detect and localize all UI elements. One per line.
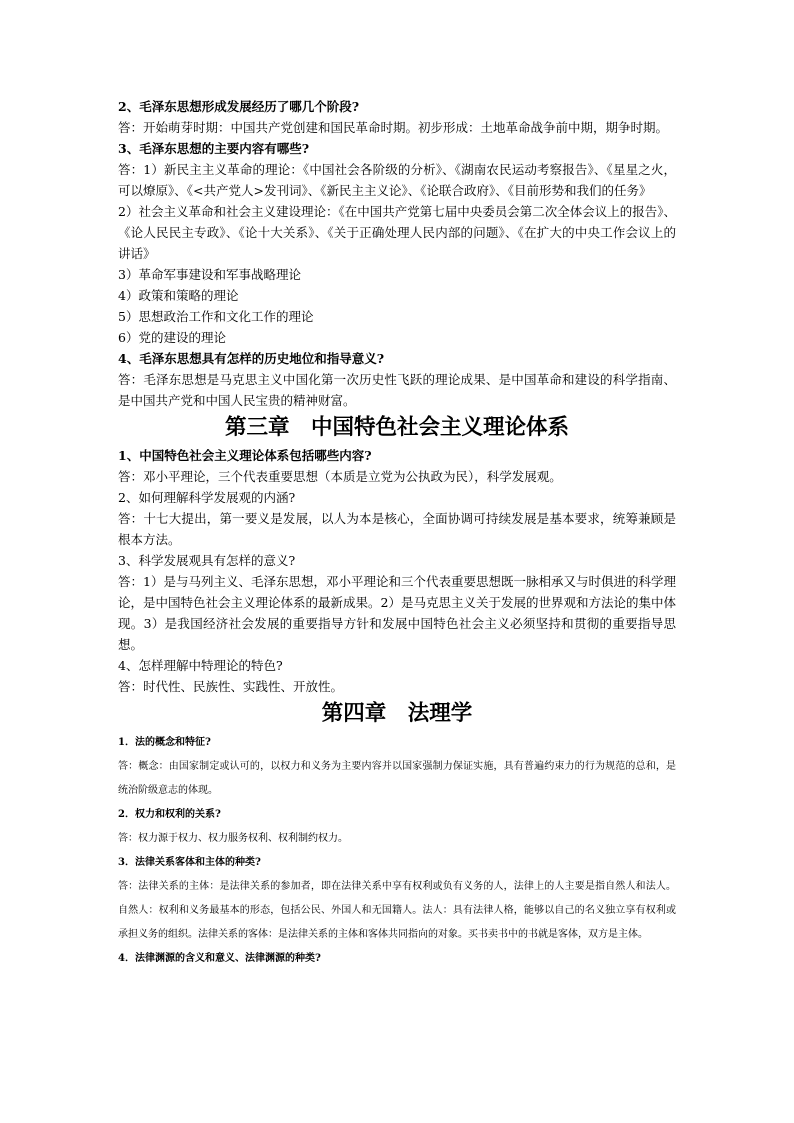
answer-4: 答：毛泽东思想是马克思主义中国化第一次历史性飞跃的理论成果、是中国革命和建设的科学指南、是中国共产党和中国人民宝贵的精神财富。 <box>118 372 676 408</box>
answer-2: 答：开始萌芽时期：中国共产党创建和国民革命时期。初步形成：土地革命战争前中期，期争时期。 <box>118 120 669 135</box>
ch4-question-2: 2．权力和权利的关系? <box>118 809 221 820</box>
answer-3-item-5: 5）思想政治工作和文化工作的理论 <box>118 309 314 324</box>
chapter-3-title: 第三章 中国特色社会主义理论体系 <box>224 415 569 440</box>
ch3-question-3: 3、科学发展观具有怎样的意义? <box>118 553 296 568</box>
ch3-question-1: 1、中国特色社会主义理论体系包括哪些内容? <box>118 448 372 463</box>
ch4-answer-2: 答：权力源于权力、权力服务权利、权利制约权力。 <box>118 833 348 844</box>
ch3-question-2: 2、如何理解科学发展观的内涵? <box>118 490 296 505</box>
ch3-answer-3: 答：1）是与马列主义、毛泽东思想，邓小平理论和三个代表重要思想既一脉相承又与时俱进的科学理论，是中国特色社会主义理论体系的最新成果。2）是马克思主义关于发展的世界观和方法论的集中体现。3）是我国经济社会发展的重要指导方针和发展中国特色社会主义必须坚持和贯彻的重要指导思想。 <box>118 574 676 652</box>
chapter-4-title: 第四章 法理学 <box>321 701 473 726</box>
ch3-answer-1: 答：邓小平理论，三个代表重要思想（本质是立党为公执政为民），科学发展观。 <box>118 469 562 484</box>
question-2: 2、毛泽东思想形成发展经历了哪几个阶段? <box>118 99 360 114</box>
question-4: 4、毛泽东思想具有怎样的历史地位和指导意义? <box>118 351 385 366</box>
answer-3-item-2: 2）社会主义革命和社会主义建设理论：《在中国共产党第七届中央委员会第二次全体会议上的报告》、《论人民民主专政》、《论十大关系》、《关于正确处理人民内部的问题》、《在扩大的中央工作会议上的讲话》 <box>118 204 676 261</box>
ch4-question-1: 1．法的概念和特征? <box>118 737 211 748</box>
ch4-question-3: 3．法律关系客体和主体的种类? <box>118 857 261 868</box>
answer-3-item-3: 3）革命军事建设和军事战略理论 <box>118 267 301 282</box>
ch3-question-4: 4、怎样理解中特理论的特色? <box>118 658 283 673</box>
answer-3-item-4: 4）政策和策略的理论 <box>118 288 239 303</box>
document-body <box>118 96 676 971</box>
ch3-answer-4: 答：时代性、民族性、实践性、开放性。 <box>118 679 344 694</box>
ch4-question-4: 4．法律渊源的含义和意义、法律渊源的种类? <box>118 953 321 964</box>
ch4-answer-3: 答：法律关系的主体：是法律关系的参加者，即在法律关系中享有权利或负有义务的人，法律上的人主要是指自然人和法人。自然人：权利和义务最基本的形态，包括公民、外国人和无国籍人。法人：具有法律人格，能够以自己的名义独立享有权利或承担义务的组织。法律关系的客体：是法律关系的主体和客体共同指向的对象。买书卖书中的书就是客体，双方是主体。 <box>118 881 676 940</box>
ch3-answer-2: 答：十七大提出，第一要义是发展，以人为本是核心，全面协调可持续发展是基本要求，统筹兼顾是根本方法。 <box>118 511 676 547</box>
question-3: 3、毛泽东思想的主要内容有哪些? <box>118 141 310 156</box>
answer-3-item-6: 6）党的建设的理论 <box>118 330 226 345</box>
ch4-answer-1: 答：概念：由国家制定或认可的，以权力和义务为主要内容并以国家强制力保证实施，具有普遍约束力的行为规范的总和，是统治阶级意志的体现。 <box>118 761 676 796</box>
answer-3-item-1: 答：1）新民主主义革命的理论：《中国社会各阶级的分析》、《湖南农民运动考察报告》、《星星之火，可以燎原》、《<共产党人>发刊词》、《新民主主义论》、《论联合政府》、《目前形势和我们的任务》 <box>118 162 676 198</box>
